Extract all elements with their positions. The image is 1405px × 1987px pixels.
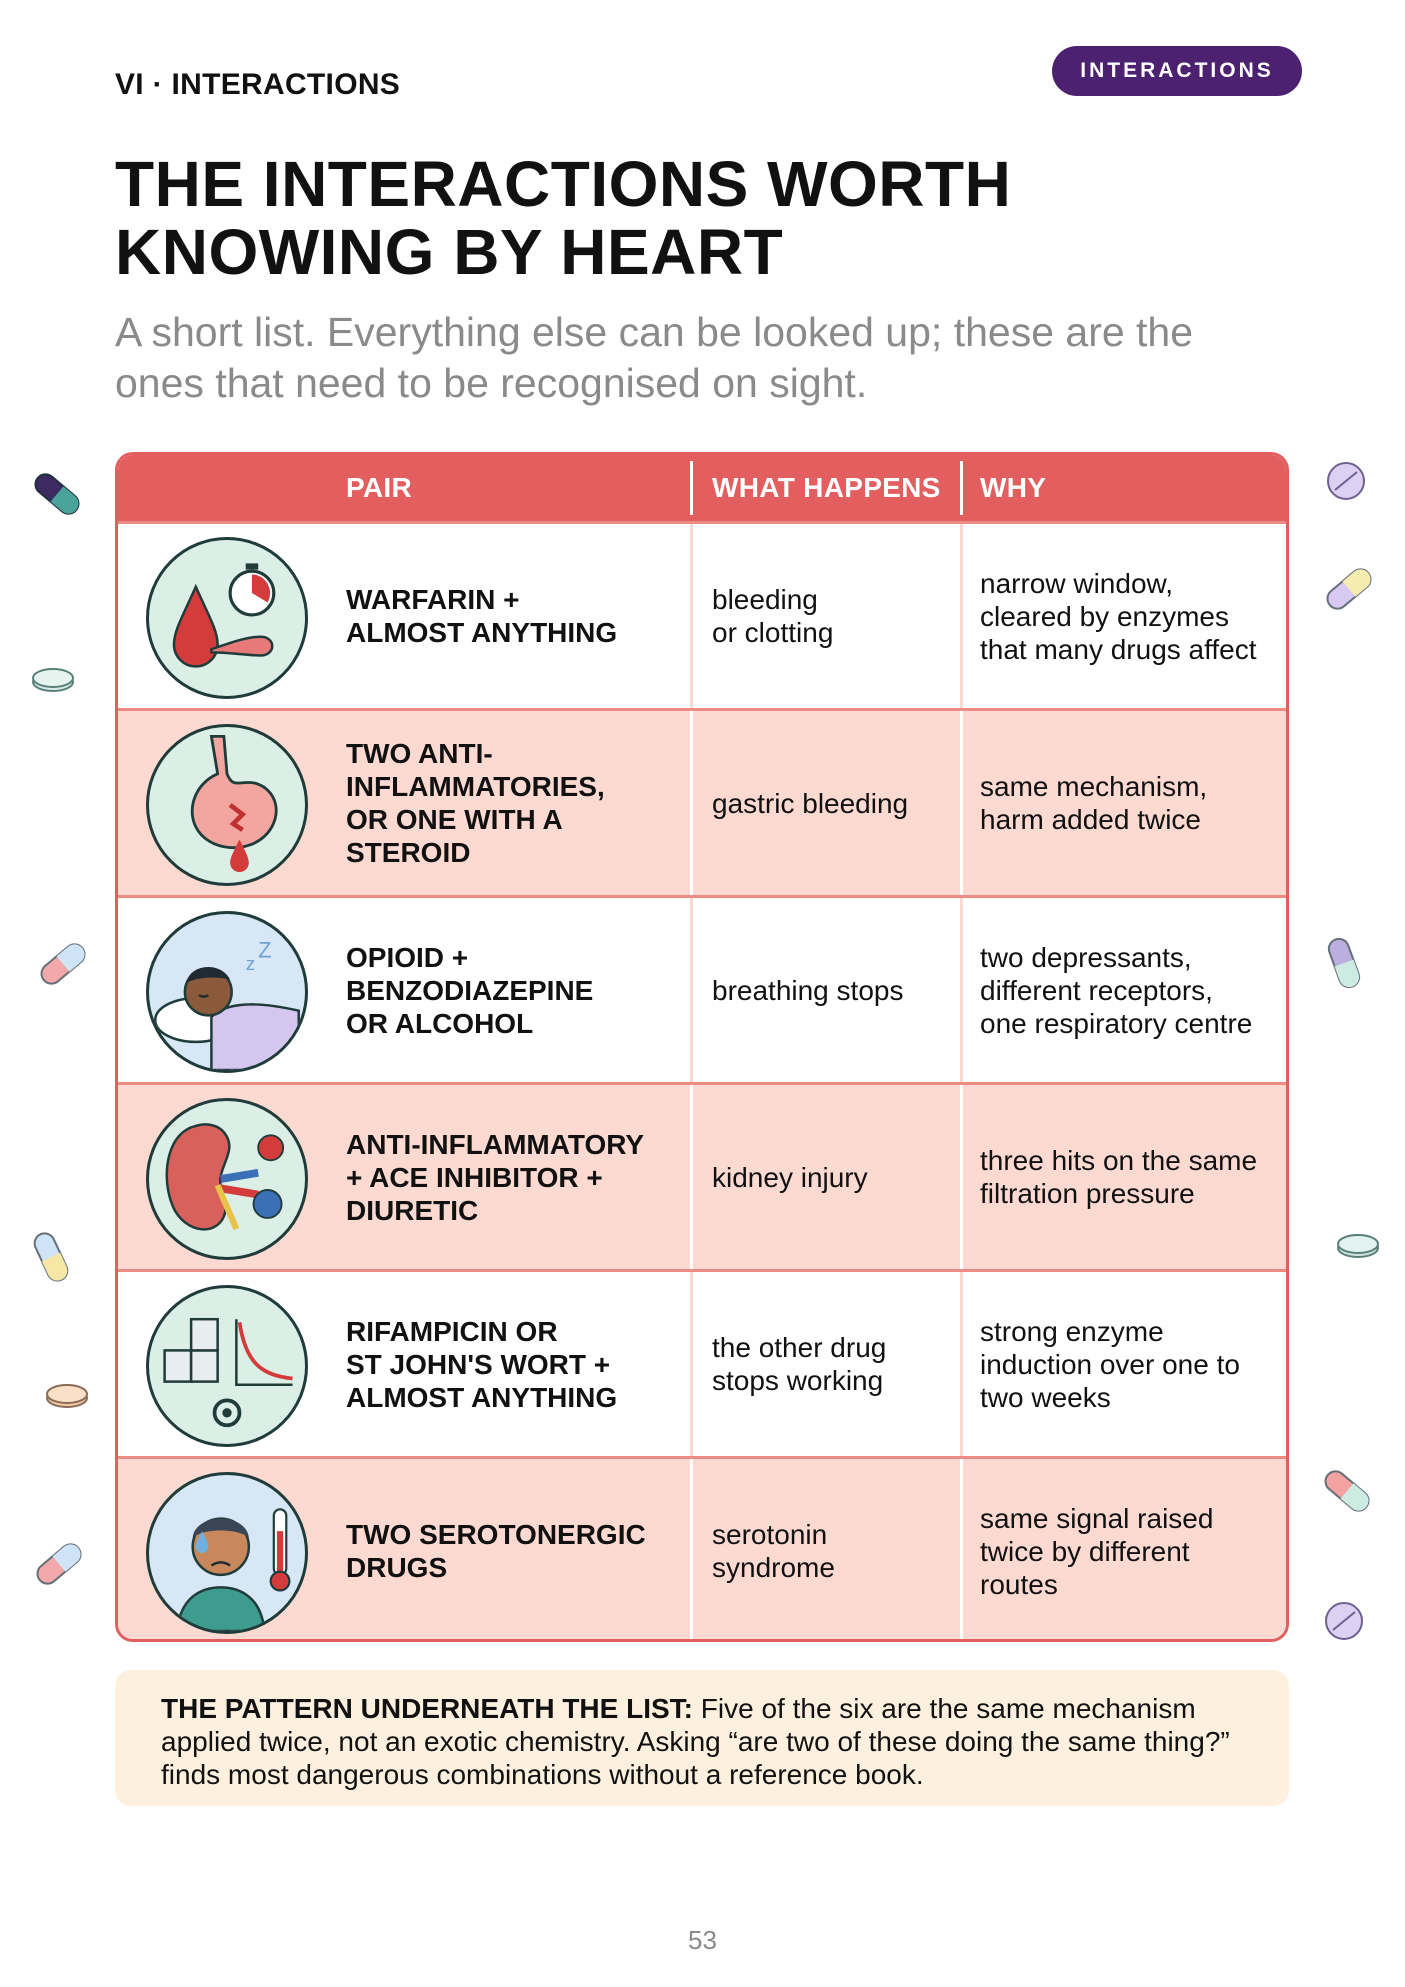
why-cell: strong enzyme induction over one to two weeks <box>980 1315 1240 1413</box>
enzyme-gear-icon <box>146 1285 308 1447</box>
sweating-person-thermometer-icon <box>146 1472 308 1634</box>
header-why: WHY <box>980 472 1047 503</box>
svg-text:z: z <box>245 953 256 975</box>
tablet-icon <box>30 665 76 695</box>
svg-text:Z: Z <box>258 937 272 963</box>
table-row <box>118 708 1286 895</box>
pair-cell: TWO SEROTONERGIC DRUGS <box>346 1519 646 1583</box>
scored-tablet-icon <box>1323 1600 1365 1642</box>
table-row <box>118 895 1286 1082</box>
pair-cell: OPIOID + BENZODIAZEPINE OR ALCOHOL <box>346 941 594 1039</box>
why-cell: three hits on the same filtration pressure <box>980 1145 1258 1209</box>
capsule-icon <box>28 465 86 523</box>
table-header <box>118 455 1286 521</box>
page-title: THE INTERACTIONS WORTH KNOWING BY HEART <box>115 148 1012 288</box>
pair-cell: WARFARIN + ALMOST ANYTHING <box>346 584 618 648</box>
tablet-icon <box>44 1380 90 1412</box>
why-cell: narrow window, cleared by enzymes that many drugs affect <box>980 567 1257 665</box>
capsule-icon <box>30 1535 88 1593</box>
capsule-icon <box>22 1225 80 1289</box>
what-happens-cell: gastric bleeding <box>712 787 909 819</box>
why-cell: same mechanism, harm added twice <box>980 771 1208 835</box>
tablet-icon <box>1335 1230 1381 1262</box>
section-label: VI · INTERACTIONS <box>115 68 401 101</box>
blood-drop-stopwatch-icon <box>146 537 308 699</box>
header-what-happens: WHAT HAPPENS <box>712 472 941 503</box>
scored-tablet-icon <box>1325 460 1367 502</box>
pair-cell: RIFAMPICIN OR ST JOHN'S WORT + ALMOST ANYTHING <box>346 1315 618 1413</box>
what-happens-cell: the other drug stops working <box>712 1332 887 1396</box>
note-lead: THE PATTERN UNDERNEATH THE LIST: <box>161 1693 693 1724</box>
pair-cell: TWO ANTI- INFLAMMATORIES, OR ONE WITH A STEROID <box>346 738 605 868</box>
pair-cell: ANTI-INFLAMMATORY + ACE INHIBITOR + DIURETIC <box>346 1128 645 1226</box>
table-row <box>118 521 1286 708</box>
interactions-table <box>115 452 1289 1642</box>
capsule-icon <box>1316 930 1372 996</box>
table-row <box>118 1082 1286 1269</box>
why-cell: same signal raised twice by different routes <box>980 1502 1214 1600</box>
what-happens-cell: serotonin syndrome <box>712 1519 835 1583</box>
why-cell: two depressants, different receptors, one respiratory centre <box>980 941 1253 1039</box>
capsule-icon <box>34 935 92 993</box>
capsule-icon <box>1320 560 1378 618</box>
what-happens-cell: breathing stops <box>712 974 904 1006</box>
note-body: Five of the six are the same mechanism applied twice, not an exotic chemistry. Asking “are two of these doing the same thing?” finds most dangerous combinations without a reference book. <box>161 1693 1230 1790</box>
pattern-note <box>115 1670 1289 1806</box>
what-happens-cell: bleeding or clotting <box>712 584 834 648</box>
what-happens-cell: kidney injury <box>712 1161 868 1193</box>
table-row <box>118 1456 1286 1642</box>
kidney-icon <box>146 1098 308 1260</box>
sleeping-person-icon <box>146 911 308 1073</box>
header-divider <box>960 461 963 515</box>
header-pair: PAIR <box>346 472 413 503</box>
table-row <box>118 1269 1286 1456</box>
page-number: 53 <box>688 1925 717 1955</box>
section-badge: INTERACTIONS <box>1052 46 1302 96</box>
page-subtitle: A short list. Everything else can be looked up; these are the ones that need to be recognised on sight. <box>115 309 1194 406</box>
capsule-icon <box>1318 1462 1376 1520</box>
header-divider <box>690 461 693 515</box>
bleeding-stomach-icon <box>146 724 308 886</box>
